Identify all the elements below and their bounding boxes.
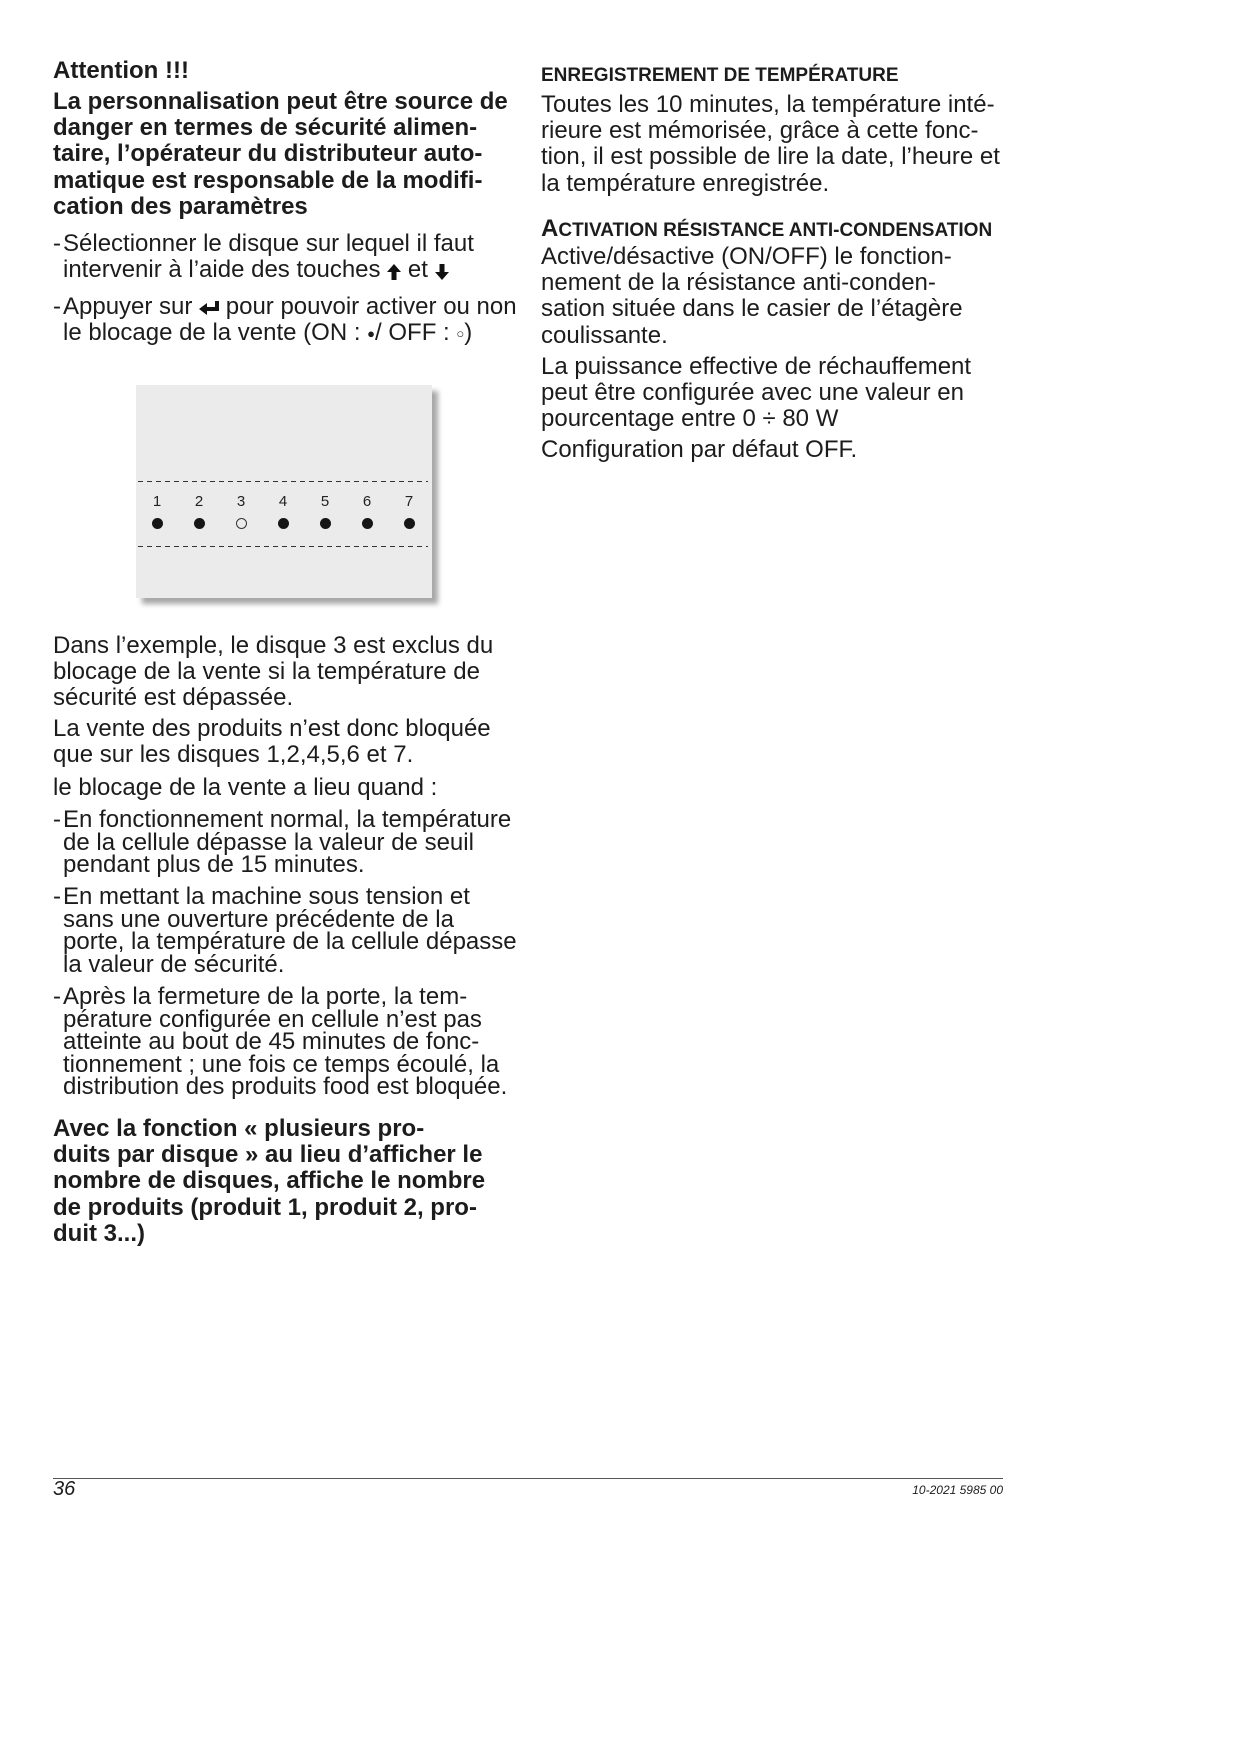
list-bullet: - (53, 983, 61, 1010)
on-state-glyph: ● (367, 326, 376, 342)
arrow-up-icon (387, 264, 401, 280)
note-line: duits par disque » au lieu d’afficher le (53, 1141, 483, 1169)
condition-line: de la cellule dépasse la valeur de seuil (63, 828, 474, 856)
paragraph-line: la température enregistrée. (541, 169, 830, 197)
warning-line: taire, l’opérateur du distributeur auto- (53, 140, 483, 168)
paragraph-line: rieure est mémorisée, grâce à cette fonc- (541, 117, 979, 145)
list-bullet: - (53, 806, 61, 833)
anti-condensation-paragraph (541, 354, 971, 433)
disc-number: 5 (320, 493, 330, 510)
paragraph-line: pourcentage entre 0 ÷ 80 W (541, 405, 839, 433)
attention-heading: Attention !!! (53, 57, 189, 84)
condition-line: distribution des produits food est bloquée. (63, 1073, 508, 1101)
paragraph-line: tion, il est possible de lire la date, l’heure et (541, 143, 1000, 171)
list-bullet: - (53, 293, 61, 320)
step-item-toggle-block (53, 294, 517, 346)
condition-line: sans une ouverture précédente de la (63, 905, 454, 933)
step-text: et (401, 256, 435, 284)
temperature-log-paragraph (541, 92, 1000, 197)
list-bullet: - (53, 230, 61, 257)
paragraph-line: nement de la résistance anti-conden- (541, 269, 936, 297)
example-paragraph (53, 716, 491, 768)
document-code: 10-2021 5985 00 (912, 1483, 1003, 1497)
enter-key-icon (199, 301, 219, 315)
condition-line: atteinte au bout de 45 minutes de fonc- (63, 1028, 480, 1056)
paragraph-line: Dans l’exemple, le disque 3 est exclus du (53, 632, 494, 659)
note-line: de produits (produit 1, produit 2, pro- (53, 1193, 477, 1221)
paragraph-line: sation située dans le casier de l’étagère (541, 295, 963, 323)
step-text: pour pouvoir activer ou non (219, 293, 517, 320)
footer-rule (53, 1478, 1003, 1479)
note-line: duit 3...) (53, 1219, 145, 1247)
step-text: / OFF : (375, 319, 457, 347)
step-text: le blocage de la vente (ON : (63, 319, 368, 347)
warning-line: La personnalisation peut être source de (53, 88, 508, 115)
warning-line: matique est responsable de la modifi- (53, 166, 483, 194)
disc-state-dot (278, 518, 289, 529)
paragraph-line: le blocage de la vente a lieu quand : (53, 774, 438, 801)
condition-item (53, 983, 508, 1101)
disc-state-dot (194, 518, 205, 529)
disc-state-dot (320, 518, 331, 529)
warning-line: danger en termes de sécurité alimen- (53, 114, 478, 142)
step-line (53, 320, 517, 346)
step-text: Appuyer sur (63, 293, 200, 320)
disc-number: 1 (152, 493, 162, 510)
condition-line: la valeur de sécurité. (63, 950, 285, 978)
condition-line: Après la fermeture de la porte, la tem- (63, 983, 468, 1010)
section-heading-anti-condensation: ACTIVATION RÉSISTANCE ANTI-CONDENSATION (541, 215, 993, 242)
disc-number: 7 (404, 493, 414, 510)
warning-paragraph (53, 89, 508, 220)
example-paragraph (53, 633, 493, 712)
paragraph-line: coulissante. (541, 321, 668, 349)
step-line (53, 257, 474, 283)
disc-number: 6 (362, 493, 372, 510)
condition-line: En mettant la machine sous tension et (63, 883, 470, 910)
example-paragraph (53, 775, 437, 801)
paragraph-line: sécurité est dépassée. (53, 684, 294, 712)
disc-state-dot (236, 518, 247, 529)
step-text: intervenir à l’aide des touches (63, 256, 388, 284)
step-text: ) (464, 319, 473, 347)
sale-block-display (136, 385, 432, 598)
disc-number: 3 (236, 493, 246, 510)
disc-state-dot (362, 518, 373, 529)
condition-item (53, 806, 512, 879)
paragraph-line: La vente des produits n’est donc bloquée (53, 715, 491, 742)
condition-item (53, 883, 517, 978)
multi-product-note (53, 1116, 485, 1247)
disc-state-dot (404, 518, 415, 529)
condition-line: pendant plus de 15 minutes. (63, 851, 365, 879)
paragraph-line: Configuration par défaut OFF. (541, 436, 858, 463)
step-line (53, 294, 517, 320)
paragraph-line: La puissance effective de réchauffement (541, 353, 972, 380)
step-line: Sélectionner le disque sur lequel il faut (63, 230, 474, 257)
condition-line: porte, la température de la cellule dépasse (63, 928, 517, 956)
section-heading-temperature-log: ENREGISTREMENT DE TEMPÉRATURE (541, 65, 899, 86)
warning-line: cation des paramètres (53, 192, 308, 220)
disc-number: 2 (194, 493, 204, 510)
condition-line: En fonctionnement normal, la température (63, 806, 512, 833)
page-number: 36 (53, 1478, 76, 1500)
anti-condensation-paragraph (541, 437, 857, 463)
paragraph-line: peut être configurée avec une valeur en (541, 379, 964, 407)
list-bullet: - (53, 883, 61, 910)
step-item-select-disc (53, 231, 474, 283)
arrow-down-icon (435, 264, 449, 280)
note-line: nombre de disques, affiche le nombre (53, 1167, 486, 1195)
condition-line: tionnement ; une fois ce temps écoulé, la (63, 1050, 500, 1078)
paragraph-line: Active/désactive (ON/OFF) le fonction- (541, 243, 952, 270)
disc-number: 4 (278, 493, 288, 510)
disc-state-dot (152, 518, 163, 529)
paragraph-line: Toutes les 10 minutes, la température inté- (541, 91, 995, 118)
condition-line: pérature configurée en cellule n’est pas (63, 1005, 482, 1033)
display-divider (138, 546, 428, 547)
off-state-glyph: ○ (456, 326, 465, 342)
anti-condensation-paragraph (541, 244, 963, 349)
note-line: Avec la fonction « plusieurs pro- (53, 1115, 425, 1142)
paragraph-line: que sur les disques 1,2,4,5,6 et 7. (53, 741, 414, 769)
paragraph-line: blocage de la vente si la température de (53, 658, 480, 686)
display-divider (138, 481, 428, 482)
